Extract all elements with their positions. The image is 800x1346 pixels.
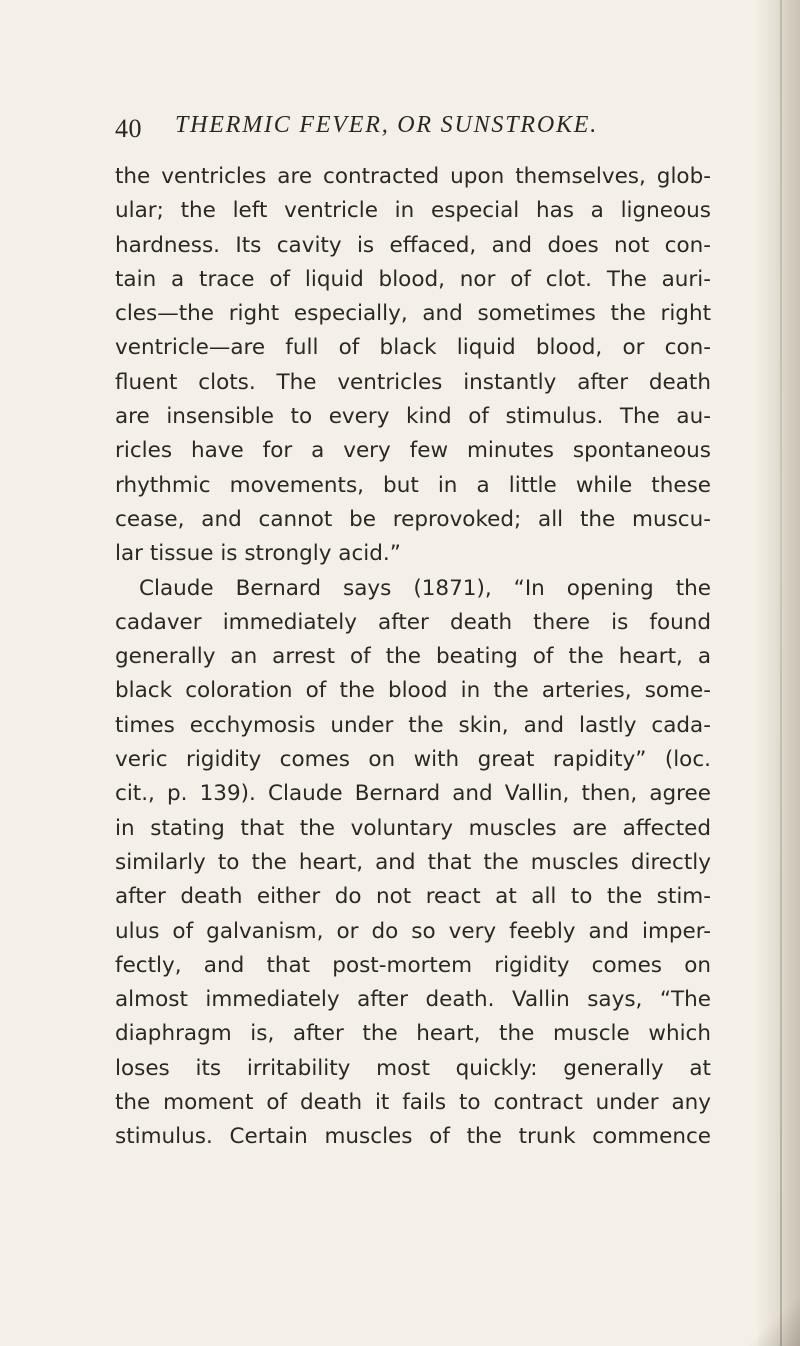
text-line: loses its irritability most quickly: generally at — [115, 1055, 711, 1081]
text-line: ulus of galvanism, or do so very feebly and imper- — [115, 918, 711, 944]
text-line: fluent clots. The ventricles instantly after death — [115, 369, 711, 395]
text-line: in stating that the voluntary muscles are affected — [115, 815, 711, 841]
text-line: tain a trace of liquid blood, nor of clot. The auri- — [115, 266, 711, 292]
text-line: ular; the left ventricle in especial has a ligneous — [115, 198, 711, 224]
text-line: fectly, and that post-mortem rigidity comes on — [115, 952, 711, 978]
text-line: stimulus. Certain muscles of the trunk commence — [115, 1124, 711, 1150]
text-line: times ecchymosis under the skin, and lastly cada- — [115, 712, 711, 738]
text-line: cease, and cannot be reprovoked; all the muscu- — [115, 506, 711, 532]
text-line: the ventricles are contracted upon themselves, glob- — [115, 164, 711, 189]
text-line: the moment of death it fails to contract under any — [115, 1090, 711, 1116]
text-line: diaphragm is, after the heart, the muscle which — [115, 1021, 711, 1047]
text-line: rhythmic movements, but in a little while these — [115, 472, 711, 498]
text-line: ventricle—are full of black liquid blood, or con- — [115, 335, 711, 361]
text-line: cles—the right especially, and sometimes the right — [115, 301, 711, 327]
text-line: are insensible to every kind of stimulus. The au- — [115, 404, 711, 430]
text-line: ricles have for a very few minutes spontaneous — [115, 438, 711, 464]
text-line: generally an arrest of the beating of the heart, a — [115, 644, 711, 670]
text-line: veric rigidity comes on with great rapidity” (loc. — [115, 747, 711, 773]
text-line: similarly to the heart, and that the muscles directly — [115, 849, 711, 875]
text-line: lar tissue is strongly acid.” — [115, 541, 401, 567]
page-number: 40 — [115, 114, 142, 143]
text-line: cadaver immediately after death there is found — [115, 609, 711, 635]
page-header — [115, 112, 715, 152]
text-line: Claude Bernard says (1871), “In opening the — [139, 575, 711, 601]
body-text — [115, 160, 711, 1155]
text-line: black coloration of the blood in the arteries, some- — [115, 678, 711, 704]
text-line: almost immediately after death. Vallin says, “The — [115, 987, 711, 1013]
text-line: cit., p. 139). Claude Bernard and Vallin, then, agree — [115, 781, 711, 807]
running-head: THERMIC FEVER, OR SUNSTROKE. — [175, 112, 599, 138]
text-line: hardness. Its cavity is effaced, and does not con- — [115, 232, 711, 258]
corner-shadow — [730, 1296, 800, 1346]
page-edge-shadow — [758, 0, 800, 1346]
binding-line — [780, 0, 782, 1346]
text-line: after death either do not react at all to the stim- — [115, 884, 711, 910]
